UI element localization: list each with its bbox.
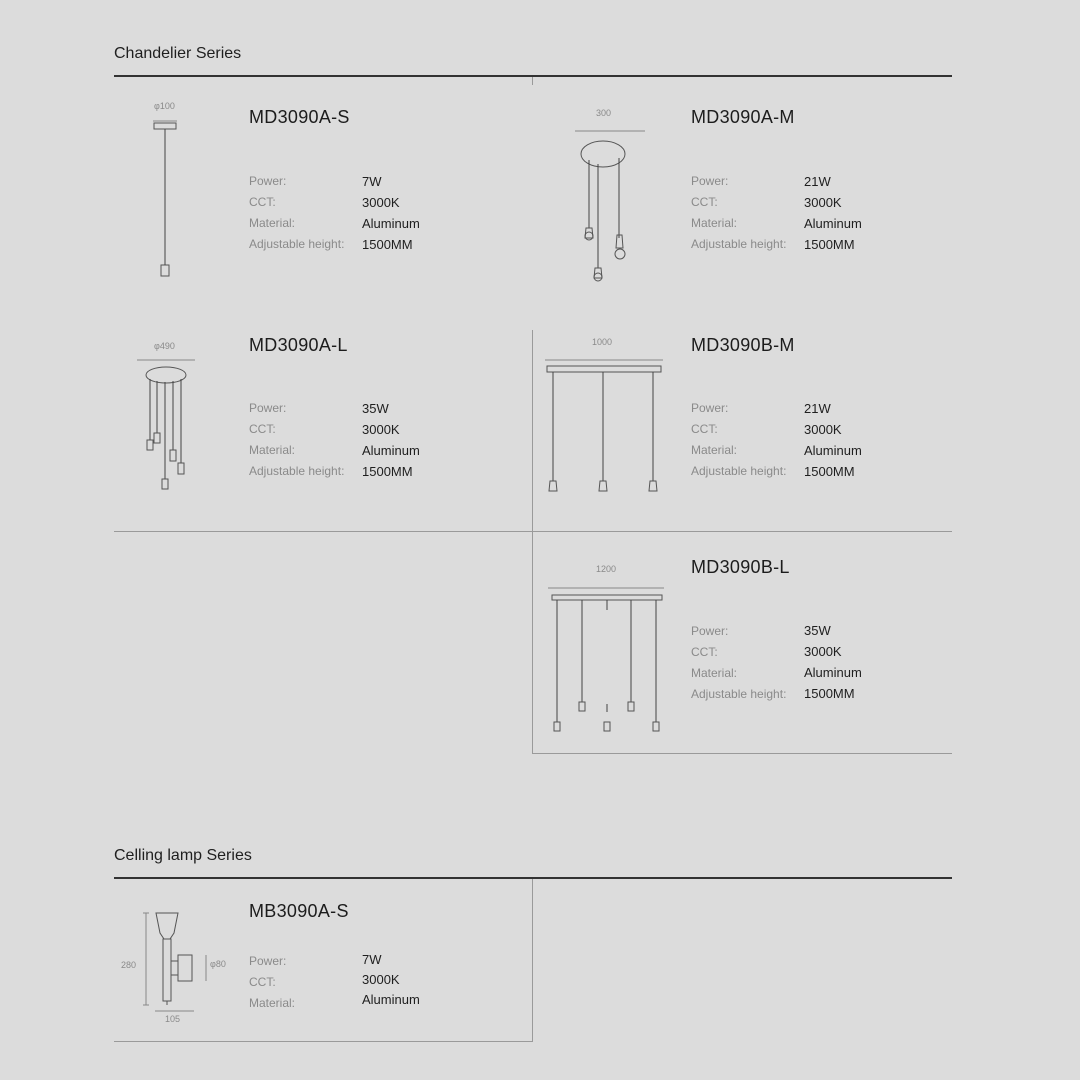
spec-value-cct: 3000K [362, 422, 400, 437]
spec-label-height: Adjustable height: [249, 237, 345, 251]
svg-text:1200: 1200 [596, 564, 617, 574]
spec-value-height: 1500MM [362, 464, 413, 479]
mb3090a-s-drawing [118, 905, 238, 1027]
spec-value-height: 1500MM [362, 237, 413, 252]
product-model: MD3090A-M [691, 107, 795, 127]
spec-value-height: 1500MM [804, 686, 855, 701]
product-model: MD3090B-L [691, 557, 790, 577]
grid-divider [114, 1041, 533, 1042]
spec-label-power: Power: [249, 954, 287, 968]
spec-label-power: Power: [691, 624, 729, 638]
grid-divider [532, 330, 533, 754]
svg-text:φ100: φ100 [154, 101, 175, 111]
product-model: MD3090B-M [691, 335, 795, 355]
spec-value-power: 21W [804, 174, 831, 189]
spec-value-cct: 3000K [804, 644, 842, 659]
grid-divider [532, 753, 952, 754]
section-divider [114, 877, 952, 879]
svg-text:1000: 1000 [592, 337, 613, 347]
spec-label-cct: CCT: [691, 645, 718, 659]
spec-value-power: 7W [362, 952, 382, 967]
md3090a-s-drawing [140, 95, 190, 285]
spec-value-power: 35W [804, 623, 831, 638]
md3090b-m-drawing [543, 333, 665, 495]
spec-label-power: Power: [249, 401, 287, 415]
spec-value-material: Aluminum [804, 665, 862, 680]
spec-label-cct: CCT: [691, 195, 718, 209]
svg-text:φ490: φ490 [154, 341, 175, 351]
spec-label-cct: CCT: [249, 195, 276, 209]
grid-divider [114, 531, 952, 532]
spec-label-material: Material: [691, 666, 738, 680]
spec-label-height: Adjustable height: [691, 464, 787, 478]
spec-label-cct: CCT: [691, 422, 718, 436]
spec-label-material: Material: [249, 216, 296, 230]
spec-label-height: Adjustable height: [691, 687, 787, 701]
spec-label-material: Material: [691, 443, 738, 457]
spec-label-power: Power: [691, 401, 729, 415]
spec-value-power: 35W [362, 401, 389, 416]
spec-label-power: Power: [691, 174, 729, 188]
spec-value-height: 1500MM [804, 237, 855, 252]
spec-label-height: Adjustable height: [691, 237, 787, 251]
spec-value-cct: 3000K [804, 195, 842, 210]
svg-text:105: 105 [165, 1014, 181, 1024]
md3090a-l-drawing [136, 335, 200, 495]
spec-label-power: Power: [249, 174, 287, 188]
spec-value-power: 21W [804, 401, 831, 416]
md3090b-l-drawing [547, 560, 667, 736]
section-divider [114, 75, 952, 77]
spec-label-material: Material: [691, 216, 738, 230]
spec-label-material: Material: [249, 443, 296, 457]
spec-value-material: Aluminum [362, 216, 420, 231]
svg-text:φ80: φ80 [210, 959, 226, 969]
spec-label-cct: CCT: [249, 422, 276, 436]
spec-value-material: Aluminum [804, 443, 862, 458]
spec-value-material: Aluminum [804, 216, 862, 231]
md3090a-m-drawing [575, 100, 645, 290]
spec-label-cct: CCT: [249, 975, 276, 989]
spec-value-cct: 3000K [804, 422, 842, 437]
spec-value-cct: 3000K [362, 195, 400, 210]
grid-divider [532, 77, 533, 85]
product-model: MB3090A-S [249, 901, 349, 921]
spec-value-material: Aluminum [362, 443, 420, 458]
spec-value-cct: 3000K [362, 972, 400, 987]
product-model: MD3090A-L [249, 335, 348, 355]
section-title-ceiling: Celling lamp Series [114, 847, 252, 864]
spec-value-material: Aluminum [362, 992, 420, 1007]
grid-divider [532, 879, 533, 1041]
product-model: MD3090A-S [249, 107, 350, 127]
spec-label-material: Material: [249, 996, 296, 1010]
svg-text:300: 300 [596, 108, 612, 118]
spec-value-height: 1500MM [804, 464, 855, 479]
spec-label-height: Adjustable height: [249, 464, 345, 478]
section-title-chandelier: Chandelier Series [114, 45, 242, 62]
spec-value-power: 7W [362, 174, 382, 189]
svg-text:280: 280 [121, 960, 137, 970]
